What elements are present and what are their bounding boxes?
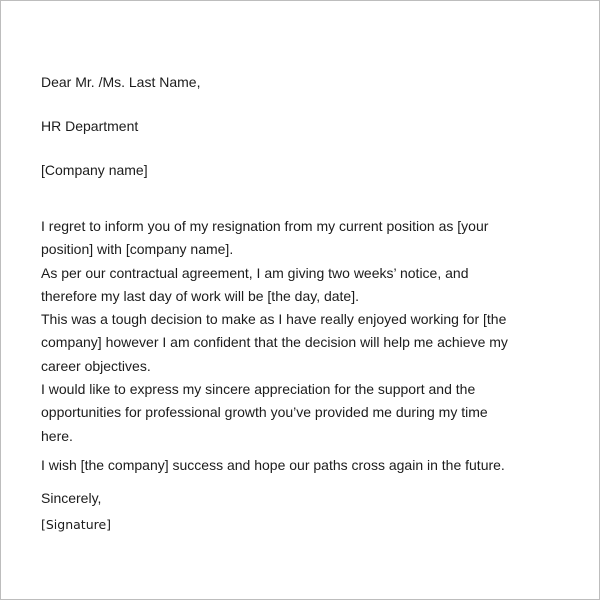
body-line: position] with [company name]. bbox=[41, 241, 234, 258]
salutation: Dear Mr. /Ms. Last Name, bbox=[41, 74, 201, 90]
body-line: company] however I am confident that the decision will help me achieve my bbox=[41, 334, 508, 351]
body-line: therefore my last day of work will be [the day, date]. bbox=[41, 287, 360, 304]
signature-placeholder: [Signature] bbox=[41, 517, 112, 532]
body-line: This was a tough decision to make as I have really enjoyed working for [the bbox=[41, 311, 507, 328]
company-name-line: [Company name] bbox=[41, 162, 148, 178]
department-line: HR Department bbox=[41, 118, 139, 134]
body-line: I regret to inform you of my resignation from my current position as [your bbox=[41, 218, 489, 234]
body-line: As per our contractual agreement, I am giving two weeks’ notice, and bbox=[41, 264, 469, 281]
letter-body bbox=[41, 215, 561, 448]
body-line: career objectives. bbox=[41, 357, 151, 374]
body-line: opportunities for professional growth you’ve provided me during my time bbox=[41, 404, 488, 421]
closing-wish: I wish [the company] success and hope our paths cross again in the future. bbox=[41, 457, 505, 473]
body-line: here. bbox=[41, 427, 73, 444]
sign-off: Sincerely, bbox=[41, 490, 102, 506]
body-line: I would like to express my sincere appreciation for the support and the bbox=[41, 381, 476, 398]
